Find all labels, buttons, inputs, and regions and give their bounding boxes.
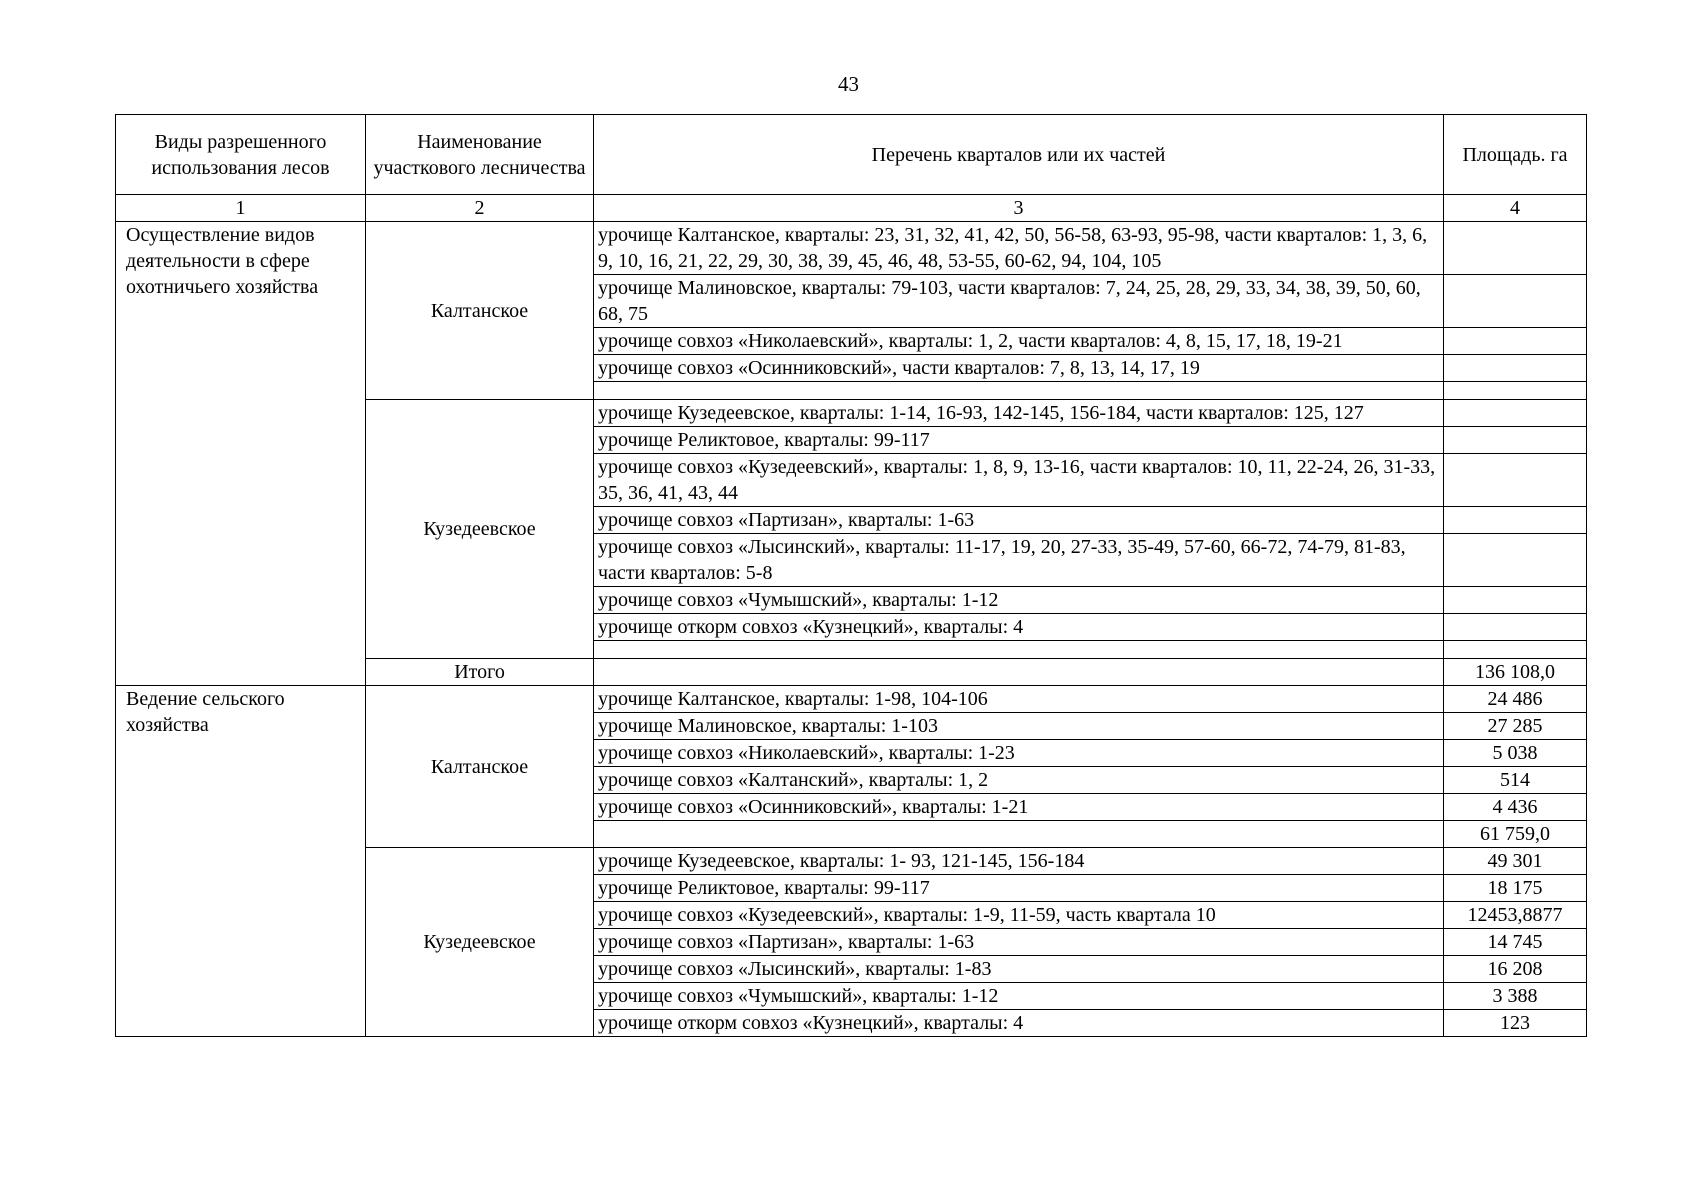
quarters-cell: урочище совхоз «Николаевский», кварталы: 1, 2, части кварталов: 4, 8, 15, 17, 18, 19-21: [594, 328, 1444, 355]
total-label: Итого: [366, 659, 594, 686]
header-district: Наименование участкового лесничества: [366, 115, 594, 195]
quarters-cell: урочище Кузедеевское, кварталы: 1- 93, 121-145, 156-184: [594, 848, 1444, 875]
use-type-cell: Ведение сельского хозяйства: [116, 686, 366, 1037]
quarters-cell: урочище Кузедеевское, кварталы: 1-14, 16-93, 142-145, 156-184, части кварталов: 125, 127: [594, 400, 1444, 427]
area-cell: [1444, 587, 1587, 614]
area-cell: [1444, 355, 1587, 382]
area-cell: [1444, 614, 1587, 641]
area-cell: 27 285: [1444, 713, 1587, 740]
area-cell: [1444, 507, 1587, 534]
header-quarters-list: Перечень кварталов или их частей: [594, 115, 1444, 195]
area-cell: 4 436: [1444, 794, 1587, 821]
area-cell: [1444, 400, 1587, 427]
area-cell: 16 208: [1444, 956, 1587, 983]
area-cell: [1444, 427, 1587, 454]
quarters-cell: урочище совхоз «Осинниковский», части кварталов: 7, 8, 13, 14, 17, 19: [594, 355, 1444, 382]
column-number: 4: [1444, 195, 1587, 222]
quarters-cell: урочище Малиновское, кварталы: 79-103, части кварталов: 7, 24, 25, 28, 29, 33, 34, 38, 39, 50, 60, 68, 75: [594, 275, 1444, 328]
column-number: 2: [366, 195, 594, 222]
quarters-cell: урочище Реликтовое, кварталы: 99-117: [594, 875, 1444, 902]
table-row: [116, 686, 1587, 713]
column-number: 1: [116, 195, 366, 222]
quarters-cell: урочище откорм совхоз «Кузнецкий», кварталы: 4: [594, 614, 1444, 641]
quarters-cell: урочище Калтанское, кварталы: 23, 31, 32, 41, 42, 50, 56-58, 63-93, 95-98, части кварталов: 1, 3, 6, 9, 10, 16, 21, 22, 29, 30, 38, 39, 45, 46, 48, 53-55, 60-62, 94, 104, 105: [594, 222, 1444, 275]
quarters-cell: урочище совхоз «Осинниковский», кварталы: 1-21: [594, 794, 1444, 821]
quarters-cell: урочище Малиновское, кварталы: 1-103: [594, 713, 1444, 740]
total-area-cell: 136 108,0: [1444, 659, 1587, 686]
quarters-cell: урочище совхоз «Лысинский», кварталы: 1-83: [594, 956, 1444, 983]
area-cell: 49 301: [1444, 848, 1587, 875]
use-type-cell: Осуществление видов деятельности в сфере охотничьего хозяйства: [116, 222, 366, 686]
page-number: 43: [838, 72, 859, 96]
area-cell: 123: [1444, 1010, 1587, 1037]
quarters-cell: урочище совхоз «Партизан», кварталы: 1-63: [594, 929, 1444, 956]
quarters-cell: [594, 821, 1444, 848]
area-cell: [1444, 454, 1587, 507]
district-cell: Кузедеевское: [366, 848, 594, 1037]
district-cell: Калтанское: [366, 686, 594, 848]
area-cell: 5 038: [1444, 740, 1587, 767]
header-area: Площадь. га: [1444, 115, 1587, 195]
area-cell: 3 388: [1444, 983, 1587, 1010]
area-cell: [1444, 275, 1587, 328]
forest-use-table: [115, 114, 1587, 1037]
area-cell: [1444, 382, 1587, 400]
quarters-cell: урочище совхоз «Калтанский», кварталы: 1, 2: [594, 767, 1444, 794]
column-number: 3: [594, 195, 1444, 222]
district-cell: Кузедеевское: [366, 400, 594, 659]
area-cell: 514: [1444, 767, 1587, 794]
area-cell: 14 745: [1444, 929, 1587, 956]
quarters-cell: [594, 641, 1444, 659]
area-cell: [1444, 641, 1587, 659]
quarters-cell: урочище совхоз «Кузедеевский», кварталы: 1-9, 11-59, часть квартала 10: [594, 902, 1444, 929]
header-use-type: Виды разрешенного использования лесов: [116, 115, 366, 195]
quarters-cell: урочище Реликтовое, кварталы: 99-117: [594, 427, 1444, 454]
quarters-cell: урочище совхоз «Лысинский», кварталы: 11-17, 19, 20, 27-33, 35-49, 57-60, 66-72, 74-79, 81-83, части кварталов: 5-8: [594, 534, 1444, 587]
area-cell: 24 486: [1444, 686, 1587, 713]
quarters-cell: урочище совхоз «Партизан», кварталы: 1-63: [594, 507, 1444, 534]
subtotal-area-cell: 61 759,0: [1444, 821, 1587, 848]
quarters-cell: урочище откорм совхоз «Кузнецкий», кварталы: 4: [594, 1010, 1444, 1037]
table-row: [116, 222, 1587, 275]
area-cell: 12453,8877: [1444, 902, 1587, 929]
area-cell: 18 175: [1444, 875, 1587, 902]
quarters-cell: урочище совхоз «Николаевский», кварталы: 1-23: [594, 740, 1444, 767]
quarters-cell: урочище совхоз «Чумышский», кварталы: 1-12: [594, 983, 1444, 1010]
total-empty-cell: [594, 659, 1444, 686]
quarters-cell: урочище Калтанское, кварталы: 1-98, 104-106: [594, 686, 1444, 713]
table-body: [116, 222, 1587, 1037]
quarters-cell: [594, 382, 1444, 400]
area-cell: [1444, 328, 1587, 355]
quarters-cell: урочище совхоз «Кузедеевский», кварталы: 1, 8, 9, 13-16, части кварталов: 10, 11, 22-24, 26, 31-33, 35, 36, 41, 43, 44: [594, 454, 1444, 507]
area-cell: [1444, 222, 1587, 275]
area-cell: [1444, 534, 1587, 587]
district-cell: Калтанское: [366, 222, 594, 400]
quarters-cell: урочище совхоз «Чумышский», кварталы: 1-12: [594, 587, 1444, 614]
